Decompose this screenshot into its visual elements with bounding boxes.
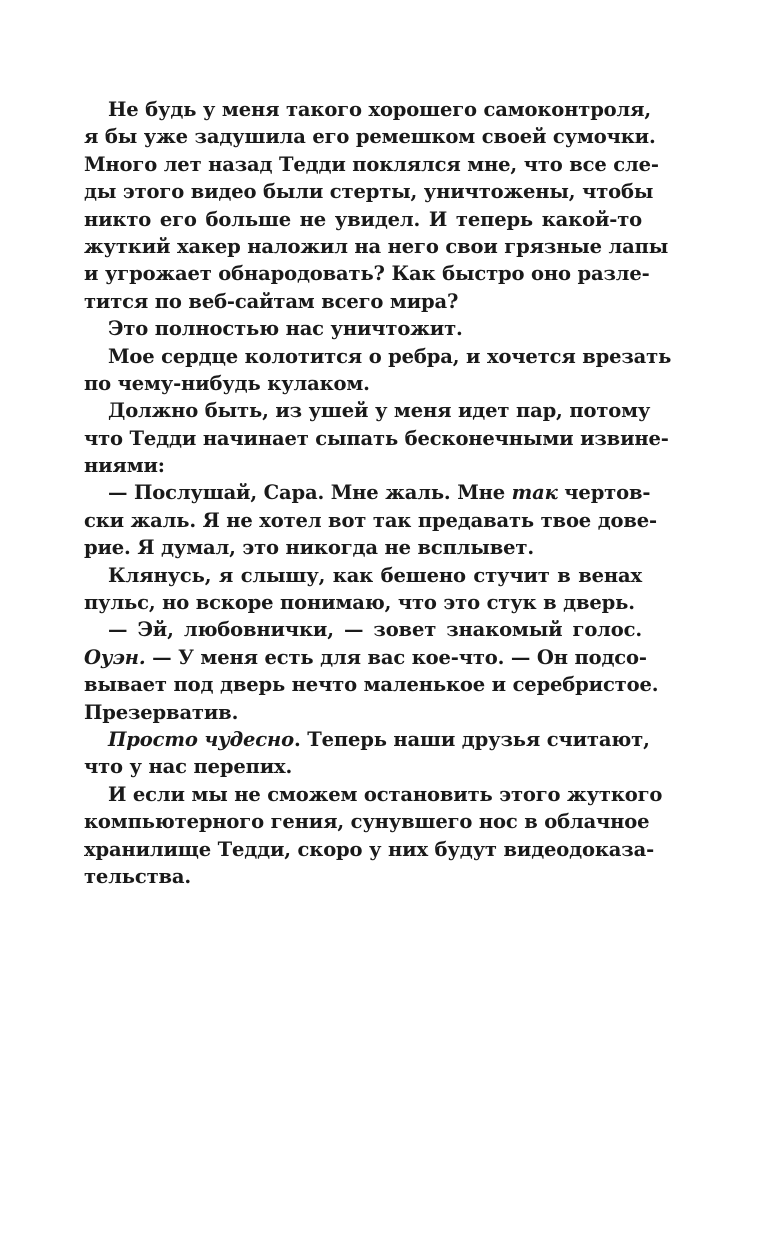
text-line: пульс, но вскоре понимаю, что это стук в дверь. [84,591,635,615]
paragraph [84,616,659,726]
text-line [84,644,647,671]
text-line: ски жаль. Я не хотел вот так предавать твое дове- [84,508,657,532]
paragraph [84,479,657,561]
text-run: чертов- [557,481,651,505]
text-line: по чему-нибудь кулаком. [84,371,370,395]
text-line: Мое сердце колотится о ребра, и хочется врезать [108,344,672,368]
paragraph [84,343,672,398]
text-line: тельства. [84,864,192,888]
text-line [108,479,651,506]
paragraph [84,726,650,781]
text-line: жуткий хакер наложил на него свои грязные лапы [84,234,669,258]
book-page-text [84,96,672,890]
text-run: — Послушай, Сара. Мне жаль. Мне [108,481,512,505]
text-line: вывает под дверь нечто маленькое и серебристое. [84,673,659,697]
text-line: — Эй, любовнички, — зовет знакомый голос. [108,618,642,642]
paragraph [84,562,642,617]
text-line: тится по веб-сайтам всего мира? [84,289,459,313]
text-line [108,726,650,753]
text-line: и угрожает обнародовать? Как быстро оно разле- [84,262,650,286]
paragraph [84,96,669,315]
text-line: Презерватив. [84,700,239,724]
paragraph [84,781,663,891]
paragraph [108,315,642,342]
text-line: Это полностью нас уничтожит. [108,317,463,341]
text-run: — У меня есть для вас кое-что. — Он подсо- [145,645,647,669]
text-line: Клянусь, я слышу, как бешено стучит в венах [108,563,642,587]
text-line: ниями: [84,454,165,478]
text-line: рие. Я думал, это никогда не всплывет. [84,536,534,560]
text-line: я бы уже задушила его ремешком своей сумочки. [84,125,656,149]
text-line: компьютерного гения, сунувшего нос в облачное [84,810,650,834]
text-line: Не будь у меня такого хорошего самоконтроля, [108,98,652,121]
emphasis-text: так [511,481,558,505]
text-line: никто его больше не увидел. И теперь какой-то [84,207,642,231]
text-line: ды этого видео были стерты, уничтожены, чтобы [84,180,654,204]
emphasis-text: Просто чудесно [108,727,294,751]
text-run: . Теперь наши друзья считают, [293,727,650,751]
text-line: что у нас перепих. [84,755,293,779]
emphasis-text: Оуэн. [84,645,146,669]
text-line: И если мы не сможем остановить этого жуткого [108,782,663,806]
text-line: хранилище Тедди, скоро у них будут видеодоказа- [84,837,655,861]
text-line: Должно быть, из ушей у меня идет пар, потому [108,399,651,423]
text-line: Много лет назад Тедди поклялся мне, что все сле- [84,152,659,176]
paragraph [84,397,669,479]
text-line: что Тедди начинает сыпать бесконечными извине- [84,426,669,450]
